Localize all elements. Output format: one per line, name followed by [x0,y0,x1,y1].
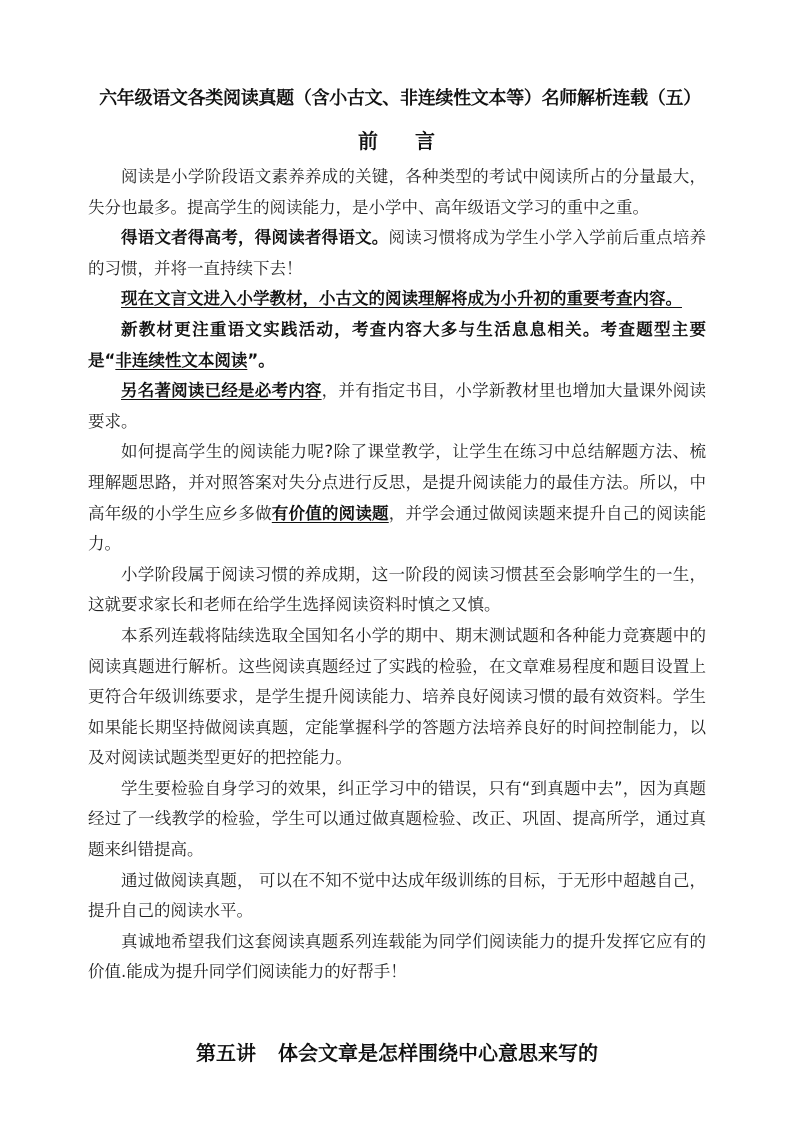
paragraph-3 [88,284,706,315]
paragraph-8 [88,621,706,774]
paragraph-6-bold-underlined: 有价值的阅读题 [271,503,389,523]
paragraph-1-text: 阅读是小学阶段语文素养养成的关键，各种类型的考试中阅读所占的分量最大，失分也最多。提高学生的阅读能力，是小学中、高年级语文学习的重中之重。 [88,167,706,217]
paragraph-6-text: 如何提高学生的阅读能力呢?除了课堂教学，让学生在练习中总结解题方法、梳理解题思路，并对照答案对失分点进行反思，是提升阅读能力的最佳方法。所以，中高年级的小学生应乡多做 [88,442,706,523]
preface-heading-char-1: 前 [358,129,379,153]
paragraph-6 [88,437,706,559]
paragraph-7-text: 小学阶段属于阅读习惯的养成期，这一阶段的阅读习惯甚至会影响学生的一生，这就要求家长和老师在给学生选择阅读资料时慎之又慎。 [88,564,706,615]
paragraph-5-bold-underlined: 另名著阅读已经是必考内容 [121,381,322,401]
paragraph-4-bold-underlined: 非连续性文本阅读 [115,350,248,370]
paragraph-5 [88,376,706,437]
paragraph-4-bold-end: ”。 [247,350,275,370]
paragraph-11-text: 真诚地希望我们这套阅读真题系列连载能为同学们阅读能力的提升发挥它应有的价值.能成为提升同学们阅读能力的好帮手！ [88,931,706,982]
paragraph-10 [88,866,706,927]
paragraph-2 [88,223,706,284]
preface-body [88,162,706,988]
paragraph-9 [88,774,706,866]
lecture-title: 体会文章是怎样围绕中心意思来写的 [278,1041,598,1065]
preface-heading-char-2: 言 [415,129,436,153]
paragraph-1 [88,162,706,223]
paragraph-10-text: 通过做阅读真题， 可以在不知不觉中达成年级训练的目标，于无形中超越自己，提升自己的阅读水平。 [88,870,706,921]
paragraph-6-text-end: ，并学会通过做阅读题来提升自己的阅读能力。 [88,503,707,554]
paragraph-9-text: 学生要检验自身学习的效果，纠正学习中的错误，只有“到真题中去”，因为真题经过了一线教学的检验，学生可以通过做真题检验、改正、巩固、提高所学，通过真题来纠错提高。 [88,778,706,860]
paragraph-5-text: ，并有指定书目，小学新教材里也增加大量课外阅读要求。 [88,381,707,431]
paragraph-2-text: 阅读习惯将成为学生小学入学前后重点培养的习惯，并将一直持续下去！ [88,228,707,278]
preface-heading [0,126,794,156]
lecture-number: 第五讲 [196,1041,256,1065]
paragraph-11 [88,927,706,988]
paragraph-3-bold-underlined: 现在文言文进入小学教材，小古文的阅读理解将成为小升初的重要考查内容。 [121,289,682,309]
paragraph-4 [88,315,706,376]
paragraph-2-bold: 得语文者得高考，得阅读者得语文。 [121,228,389,248]
paragraph-8-text: 本系列连载将陆续选取全国知名小学的期中、期末测试题和各种能力竞赛题中的阅读真题进行解析。这些阅读真题经过了实践的检验，在文章难易程度和题目设置上更符合年级训练要求，是学生提升阅读能力、培养良好阅读习惯的最有效资料。学生如果能长期坚持做阅读真题，定能掌握科学的答题方法培养良好的时间控制能力，以及对阅读试题类型更好的把控能力。 [88,625,706,768]
paragraph-7 [88,560,706,621]
paragraph-4-bold: 新教材更注重语文实践活动，考查内容大多与生活息息相关。考查题型主要是“ [88,319,706,370]
document-title: 六年级语文各类阅读真题（含小古文、非连续性文本等）名师解析连载（五） [99,88,701,109]
lecture-heading [0,1038,794,1068]
